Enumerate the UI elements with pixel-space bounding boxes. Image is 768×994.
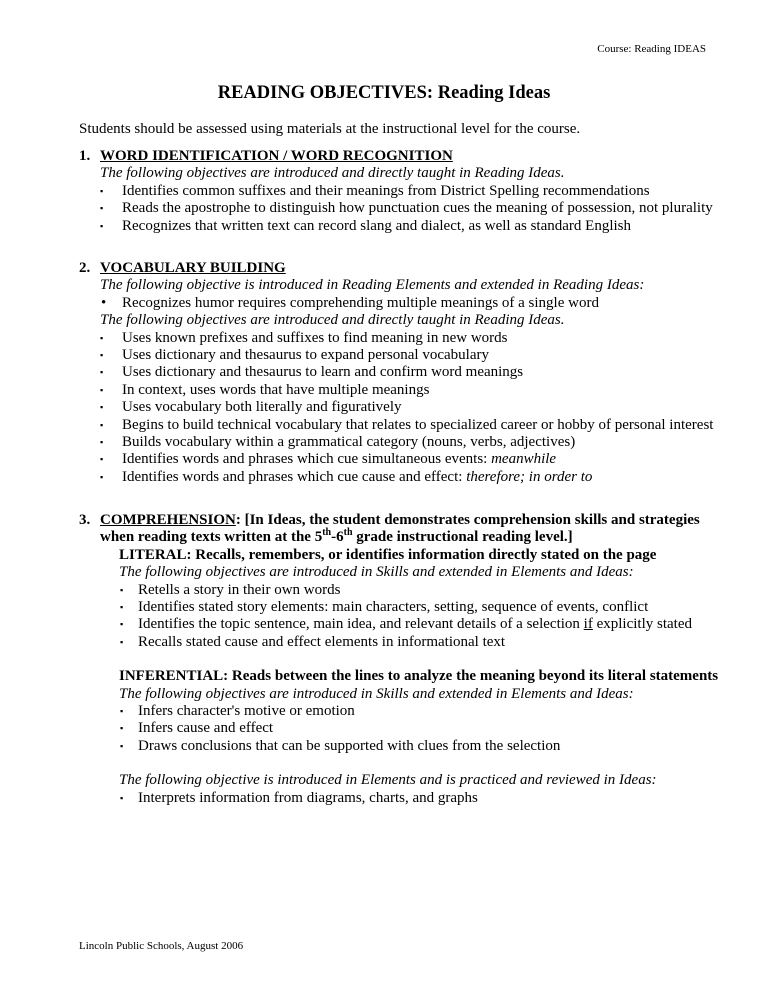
- page-header: Course: Reading IDEAS: [597, 43, 706, 55]
- section-comprehension: [79, 512, 719, 807]
- section-heading: VOCABULARY BUILDING: [100, 260, 286, 276]
- list-item: [79, 469, 719, 486]
- item-text: Identifies words and phrases which cue cause and effect:: [122, 468, 467, 485]
- list-item: ▪ Retells a story in their own words: [119, 582, 719, 599]
- list-item: [119, 616, 719, 633]
- section-word-identification: [79, 148, 719, 235]
- item-text: Identifies the topic sentence, main idea, and relevant details of a selection: [138, 616, 584, 633]
- list-item: ▪ In context, uses words that have multiple meanings: [79, 382, 719, 399]
- item-text: explicitly stated: [592, 616, 692, 633]
- page-title: READING OBJECTIVES: Reading Ideas: [217, 83, 551, 103]
- section-heading: WORD IDENTIFICATION / WORD RECOGNITION: [100, 148, 453, 164]
- item-text: if: [583, 616, 593, 633]
- sup: th: [343, 527, 353, 539]
- sup: th: [322, 527, 332, 539]
- section-heading: COMPREHENSION: [100, 512, 236, 528]
- list-item: ▪ Reads the apostrophe to distinguish how punctuation cues the meaning of possession, not plurality: [79, 200, 719, 217]
- inferential-heading: INFERENTIAL: Reads between the lines to analyze the meaning beyond its literal statements: [119, 668, 719, 685]
- list-item: ▪ Recalls stated cause and effect elements in informational text: [119, 634, 719, 651]
- section-intro: : [In Ideas, the student demonstrates comprehension skills and strategies when reading texts written at the 5: [100, 512, 700, 546]
- section-intro: -6: [331, 529, 344, 546]
- list-item: • Recognizes humor requires comprehending multiple meanings of a single word: [79, 295, 719, 312]
- page-footer: Lincoln Public Schools, August 2006: [79, 940, 244, 952]
- list-item: ▪ Identifies stated story elements: main characters, setting, sequence of events, conflict: [119, 599, 719, 616]
- list-item: ▪ Infers cause and effect: [119, 720, 719, 737]
- list-item: ▪ Uses vocabulary both literally and figuratively: [79, 399, 719, 416]
- inferential-note: The following objectives are introduced in Skills and extended in Elements and Ideas:: [119, 685, 634, 702]
- item-example: meanwhile: [491, 451, 557, 468]
- section-number: 1.: [79, 148, 91, 164]
- section-number: 2.: [79, 260, 91, 276]
- item-text: Identifies words and phrases which cue simultaneous events:: [122, 451, 492, 468]
- literal-heading: LITERAL: Recalls, remembers, or identifies information directly stated on the page: [119, 546, 657, 563]
- section-note: The following objective is introduced in Reading Elements and extended in Reading Ideas:: [100, 277, 645, 294]
- item-example: therefore; in order to: [466, 468, 593, 485]
- list-item: ▪ Builds vocabulary within a grammatical category (nouns, verbs, adjectives): [79, 434, 719, 451]
- list-item: [79, 451, 719, 468]
- literal-note: The following objectives are introduced in Skills and extended in Elements and Ideas:: [119, 564, 634, 581]
- list-item: ▪ Begins to build technical vocabulary that relates to specialized career or hobby of personal interest: [79, 417, 719, 434]
- list-item: ▪ Uses dictionary and thesaurus to learn and confirm word meanings: [79, 364, 719, 381]
- section-note: The following objectives are introduced and directly taught in Reading Ideas.: [100, 165, 565, 182]
- list-item: ▪ Infers character's motive or emotion: [119, 703, 719, 720]
- section-number: 3.: [79, 512, 91, 528]
- section-vocabulary: [79, 260, 719, 486]
- practiced-note: The following objective is introduced in Elements and is practiced and reviewed in Ideas:: [119, 772, 657, 789]
- list-item: ▪ Identifies common suffixes and their meanings from District Spelling recommendations: [79, 183, 719, 200]
- list-item: ▪ Interprets information from diagrams, charts, and graphs: [119, 790, 719, 807]
- list-item: ▪ Uses dictionary and thesaurus to expand personal vocabulary: [79, 347, 719, 364]
- intro-text: Students should be assessed using materials at the instructional level for the course.: [79, 121, 581, 137]
- list-item: ▪ Uses known prefixes and suffixes to find meaning in new words: [79, 330, 719, 347]
- section-intro: grade instructional reading level.]: [352, 529, 573, 546]
- section-note: The following objectives are introduced and directly taught in Reading Ideas.: [100, 312, 565, 329]
- list-item: ▪ Draws conclusions that can be supported with clues from the selection: [119, 738, 719, 755]
- list-item: ▪ Recognizes that written text can record slang and dialect, as well as standard English: [79, 218, 719, 235]
